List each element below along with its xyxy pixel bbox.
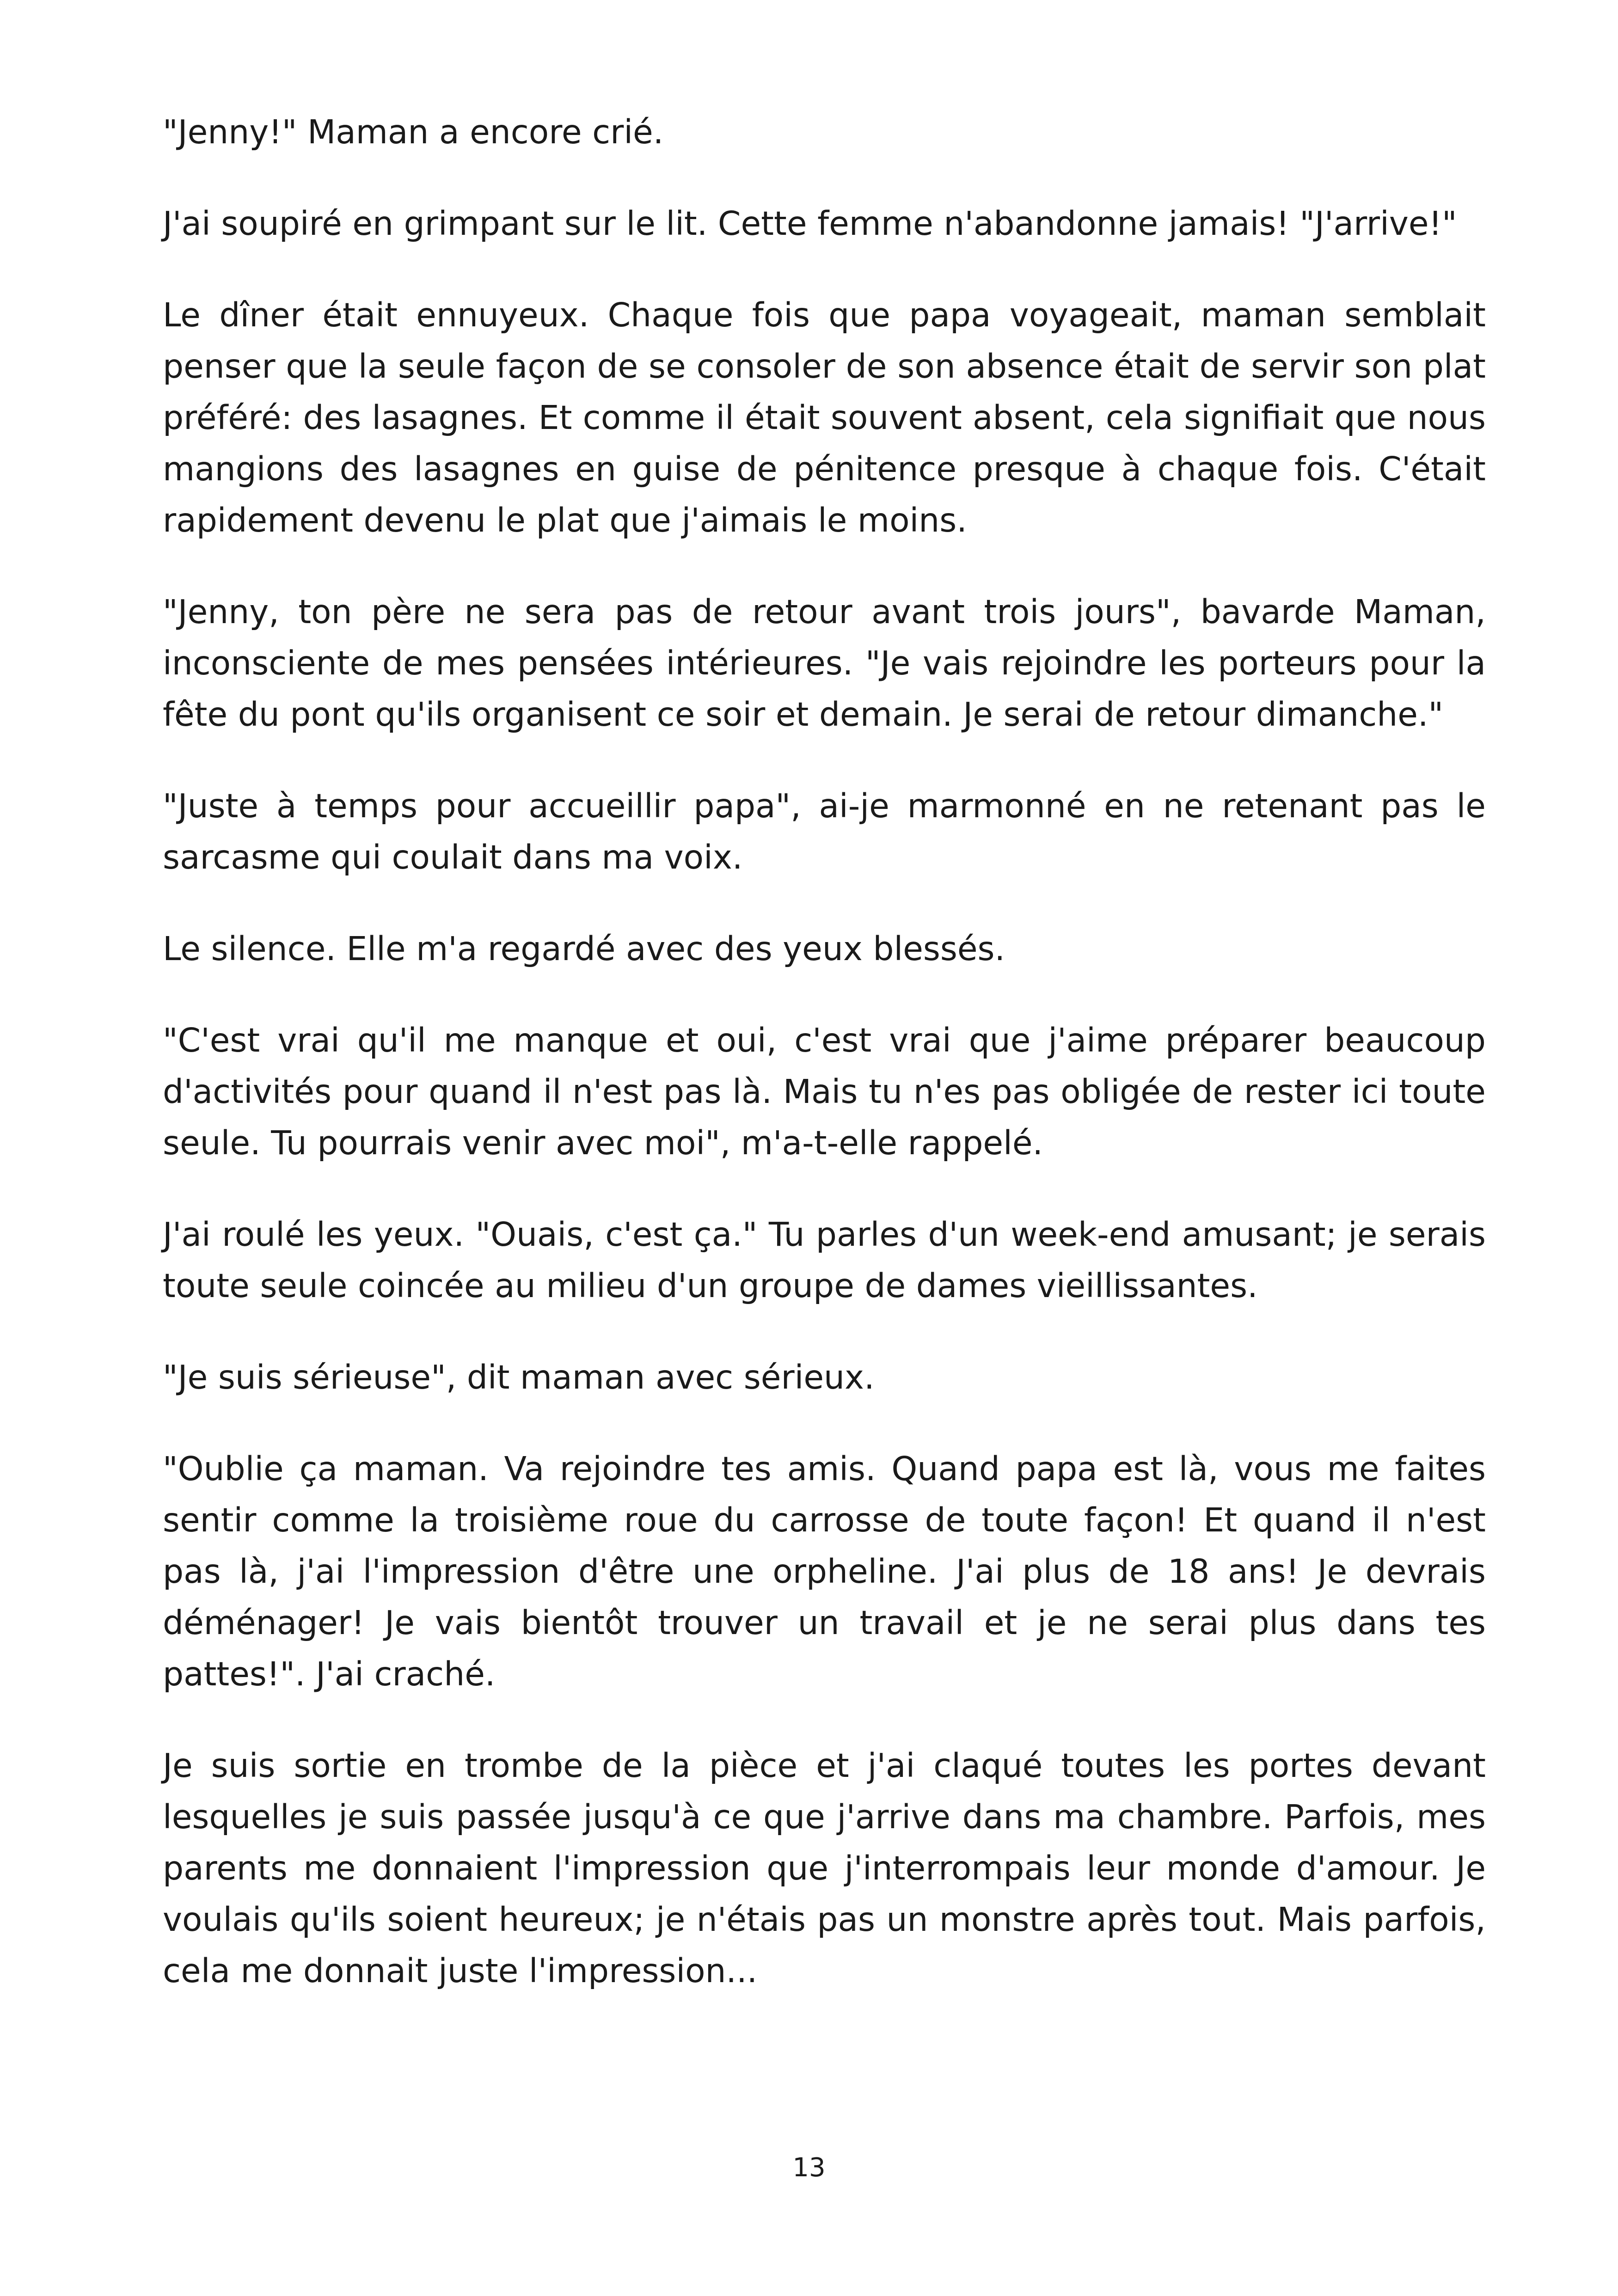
paragraph-9: "Je suis sérieuse", dit maman avec sérieux. (163, 1358, 875, 1396)
paragraph-7: "C'est vrai qu'il me manque et oui, c'est vrai que j'aime préparer beaucoup d'activités pour quand il n'est pas là. Mais tu n'es pas obligée de rester ici toute seule. Tu pourrais venir avec moi", m'a-t-elle rappelé. (163, 1021, 1486, 1162)
paragraph-6: Le silence. Elle m'a regardé avec des yeux blessés. (163, 930, 1005, 968)
paragraph-10: "Oublie ça maman. Va rejoindre tes amis. Quand papa est là, vous me faites sentir comme la troisième roue du carrosse de toute façon! Et quand il n'est pas là, j'ai l'impression d'être une orpheline. J'ai plus de 18 ans! Je devrais déménager! Je vais bientôt trouver un travail et je ne serai plus dans tes pattes!". J'ai craché. (163, 1450, 1486, 1693)
body-text (163, 106, 1486, 2037)
paragraph-11: Je suis sortie en trombe de la pièce et j'ai claqué toutes les portes devant lesquelles je suis passée jusqu'à ce que j'arrive dans ma chambre. Parfois, mes parents me donnaient l'impression que j'interrompais leur monde d'amour. Je voulais qu'ils soient heureux; je n'étais pas un monstre après tout. Mais parfois, cela me donnait juste l'impression... (163, 1746, 1486, 1990)
paragraph-5: "Juste à temps pour accueillir papa", ai-je marmonné en ne retenant pas le sarcasme qui coulait dans ma voix. (163, 787, 1486, 876)
page-number: 13 (792, 2153, 826, 2183)
paragraph-4: "Jenny, ton père ne sera pas de retour avant trois jours", bavarde Maman, inconsciente de mes pensées intérieures. "Je vais rejoindre les porteurs pour la fête du pont qu'ils organisent ce soir et demain. Je serai de retour dimanche." (163, 593, 1486, 734)
paragraph-3: Le dîner était ennuyeux. Chaque fois que papa voyageait, maman semblait penser que la seule façon de se consoler de son absence était de servir son plat préféré: des lasagnes. Et comme il était souvent absent, cela signifiait que nous mangions des lasagnes en guise de pénitence presque à chaque fois. C'était rapidement devenu le plat que j'aimais le moins. (163, 296, 1486, 539)
paragraph-2: J'ai soupiré en grimpant sur le lit. Cette femme n'abandonne jamais! "J'arrive!" (163, 204, 1457, 243)
paragraph-1: "Jenny!" Maman a encore crié. (163, 113, 664, 151)
paragraph-8: J'ai roulé les yeux. "Ouais, c'est ça." Tu parles d'un week-end amusant; je serais toute seule coincée au milieu d'un groupe de dames vieillissantes. (163, 1215, 1486, 1305)
